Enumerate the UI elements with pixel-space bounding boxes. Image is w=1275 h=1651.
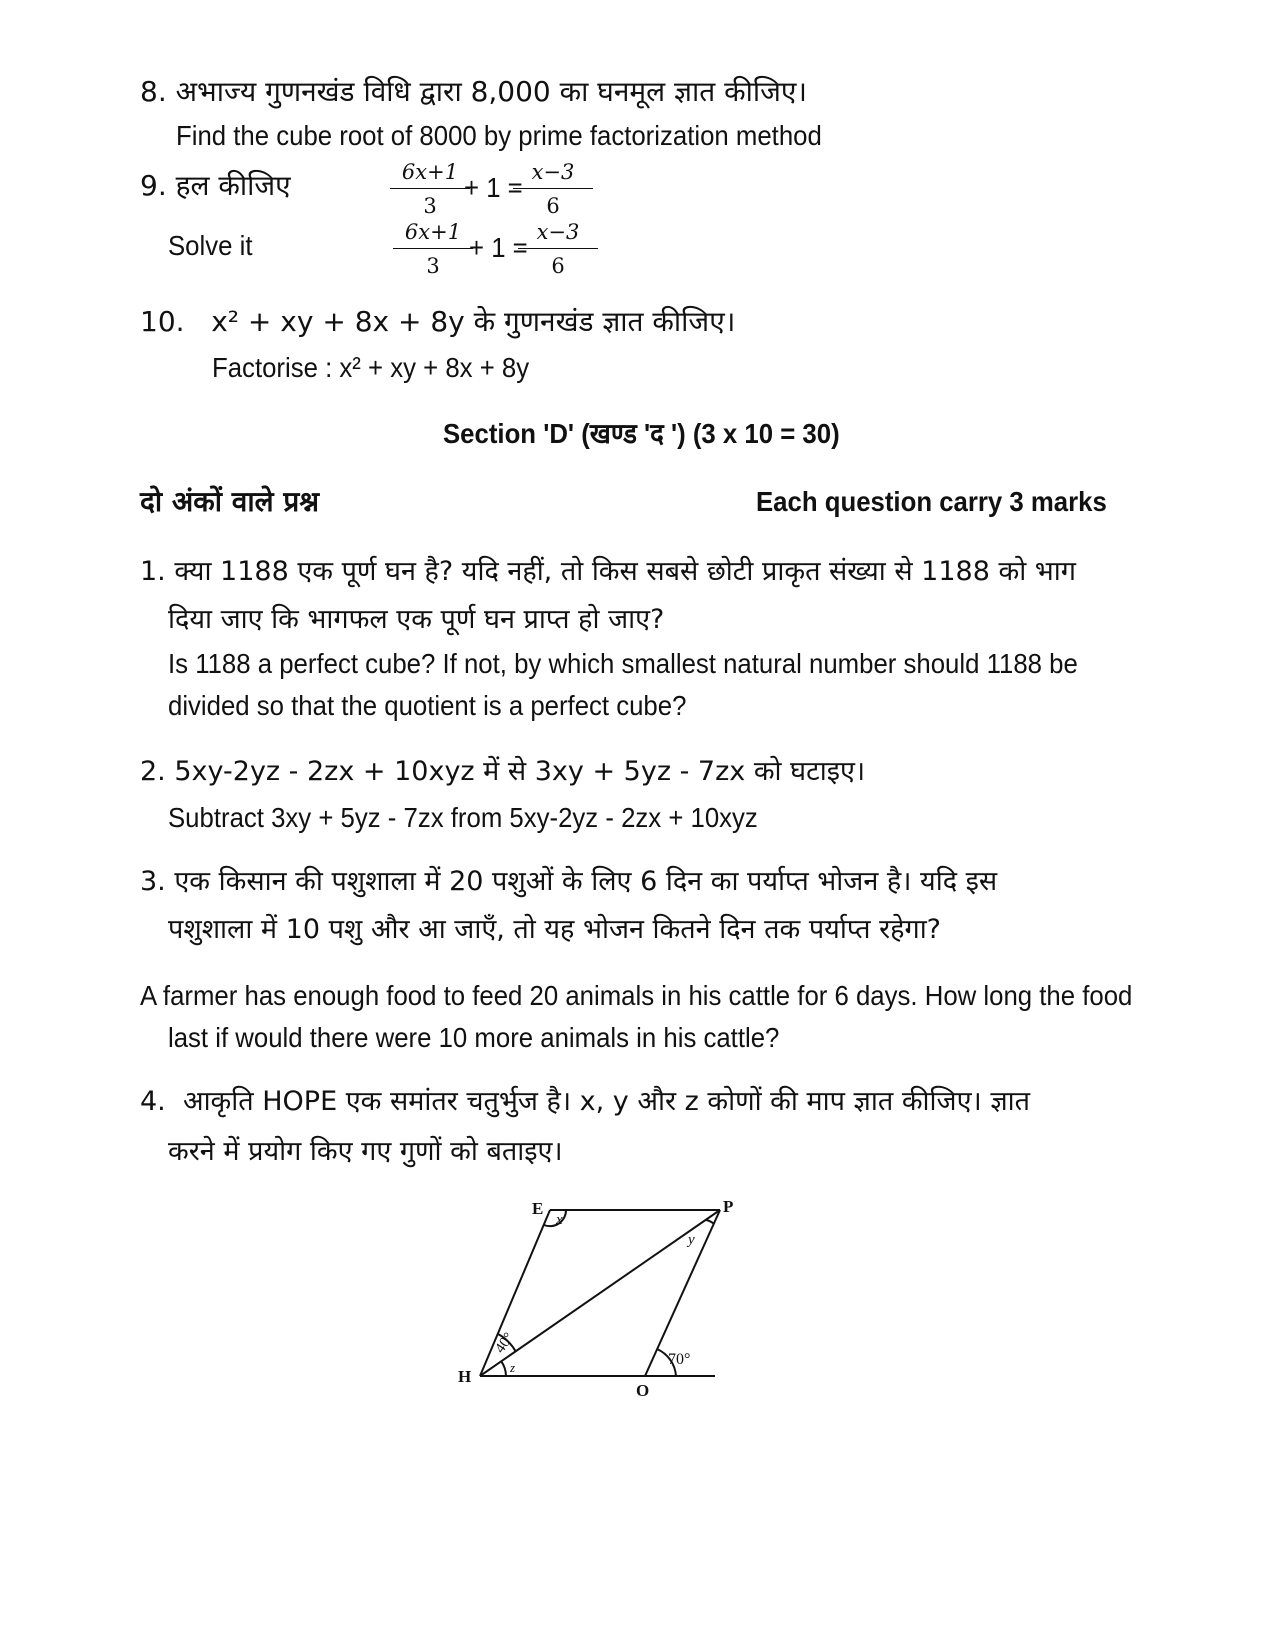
section-d-heading: Section 'D' (खण्ड 'द ') (3 x 10 = 30) bbox=[443, 418, 840, 449]
d-q2-english: Subtract 3xy + 5yz - 7zx from 5xy-2yz - 2zx + 10xyz bbox=[168, 802, 758, 833]
angle-label-x: x bbox=[556, 1212, 563, 1228]
fraction-rhs: $\frac{x-3}{6}$ bbox=[513, 162, 593, 217]
fraction-lhs: $\frac{6x+1}{3}$ bbox=[393, 222, 473, 277]
d-q3-hindi-line-1: 3. एक किसान की पशुशाला में 20 पशुओं के लिए 6 दिन का पर्याप्त भोजन है। यदि इस bbox=[140, 866, 998, 897]
angle-label-40: 40° bbox=[492, 1329, 518, 1357]
d-q3-english-line-2: last if would there were 10 more animals in his cattle? bbox=[168, 1022, 780, 1053]
d-q3-hindi-line-2: पशुशाला में 10 पशु और आ जाएँ, तो यह भोजन कितने दिन तक पर्याप्त रहेगा? bbox=[168, 914, 942, 945]
fraction-lhs: $\frac{6x+1}{3}$ bbox=[390, 162, 470, 217]
q8-hindi: 8. अभाज्य गुणनखंड विधि द्वारा 8,000 का घनमूल ज्ञात कीजिए। bbox=[140, 75, 807, 108]
vertex-p: P bbox=[723, 1197, 734, 1216]
q10-hindi: 10. x² + xy + 8x + 8y के गुणनखंड ज्ञात कीजिए। bbox=[140, 305, 736, 338]
fraction-rhs: $\frac{x-3}{6}$ bbox=[518, 222, 598, 277]
q10-english: Factorise : x² + xy + 8x + 8y bbox=[212, 352, 530, 383]
arc-z bbox=[501, 1361, 506, 1376]
d-q1-hindi-line-2: दिया जाए कि भागफल एक पूर्ण घन प्राप्त हो जाए? bbox=[168, 604, 665, 635]
parallelogram-figure bbox=[440, 1190, 740, 1410]
equation-middle: + 1 = bbox=[469, 232, 528, 263]
d-q3-english-line-1: A farmer has enough food to feed 20 animals in his cattle for 6 days. How long the food bbox=[140, 980, 1133, 1011]
angle-label-70: 70° bbox=[668, 1351, 691, 1368]
d-q4-hindi-line-2: करने में प्रयोग किए गए गुणों को बताइए। bbox=[168, 1136, 563, 1167]
q9-hindi: 9. हल कीजिए bbox=[140, 169, 291, 202]
vertex-h: H bbox=[458, 1367, 472, 1386]
d-q1-english-line-1: Is 1188 a perfect cube? If not, by which smallest natural number should 1188 be bbox=[168, 648, 1078, 679]
arc-y bbox=[706, 1220, 714, 1224]
q9-english: Solve it bbox=[168, 230, 253, 261]
d-q1-hindi-line-1: 1. क्या 1188 एक पूर्ण घन है? यदि नहीं, तो किस सबसे छोटी प्राकृत संख्या से 1188 को भाग bbox=[140, 556, 1076, 587]
section-d-subheading-hindi: दो अंकों वाले प्रश्न bbox=[140, 485, 320, 518]
equation-middle: + 1 = bbox=[464, 172, 523, 203]
d-q1-english-line-2: divided so that the quotient is a perfect cube? bbox=[168, 690, 687, 721]
q8-english: Find the cube root of 8000 by prime factorization method bbox=[176, 120, 822, 151]
section-d-subheading-english: Each question carry 3 marks bbox=[756, 486, 1107, 517]
vertex-e: E bbox=[532, 1199, 544, 1218]
angle-label-y: y bbox=[688, 1232, 695, 1248]
d-q4-hindi-line-1: 4. आकृति HOPE एक समांतर चतुर्भुज है। x, y और z कोणों की माप ज्ञात कीजिए। ज्ञात bbox=[140, 1086, 1031, 1117]
d-q2-hindi: 2. 5xy-2yz - 2zx + 10xyz में से 3xy + 5yz - 7zx को घटाइए। bbox=[140, 756, 866, 787]
vertex-o: O bbox=[636, 1381, 650, 1400]
angle-label-z: z bbox=[510, 1360, 516, 1375]
